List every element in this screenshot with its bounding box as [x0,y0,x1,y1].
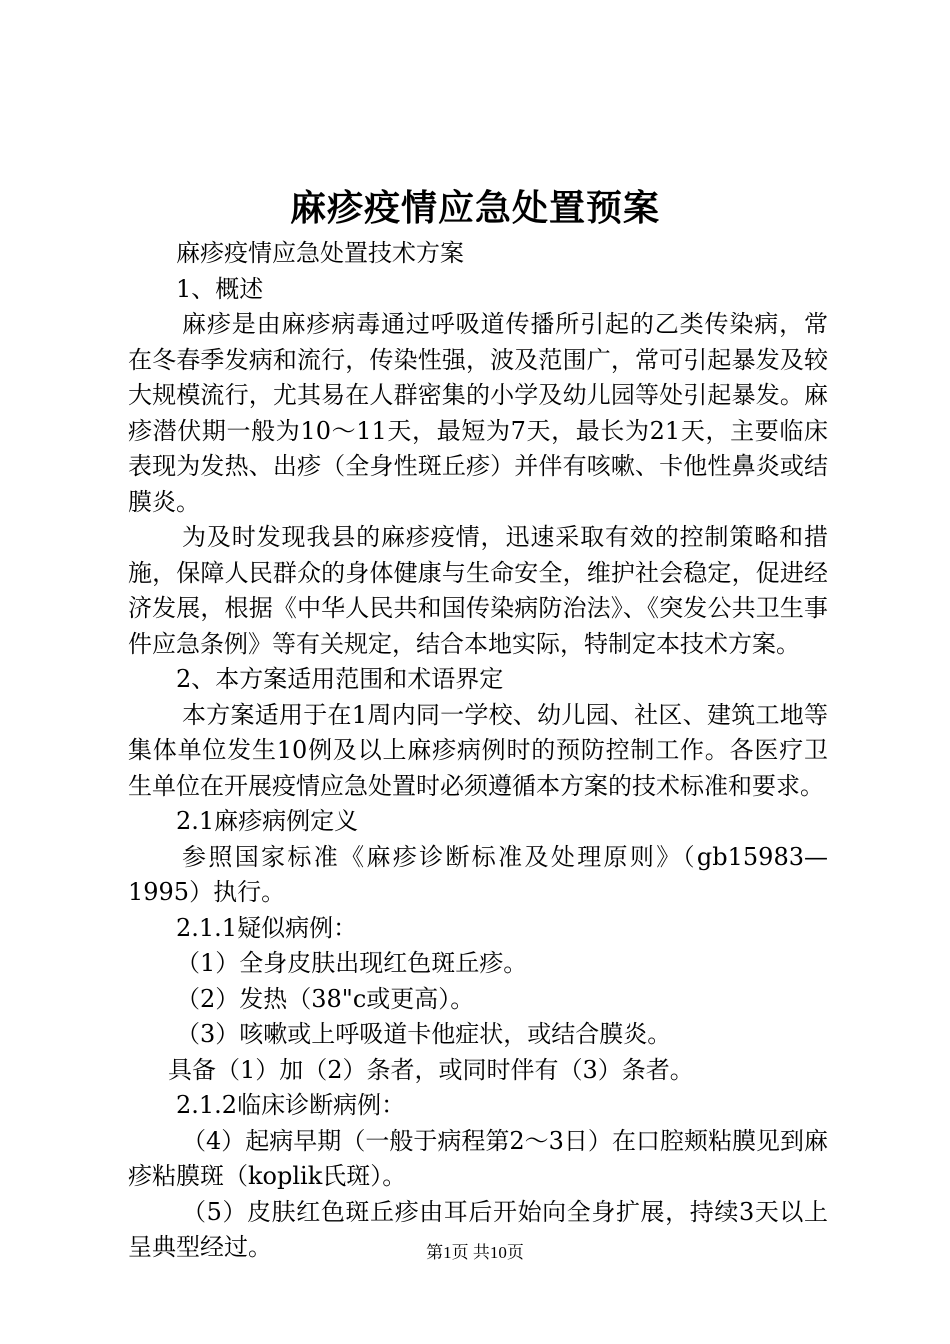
document-body [128,236,828,1266]
section-heading-clinical-case: 2.1.2临床诊断病例： [176,1091,406,1119]
page-number-footer: 第1页 共10页 [426,1243,524,1262]
paragraph-scope: 本方案适用于在1周内同一学校、幼儿园、社区、建筑工地等集体单位发生10例及以上麻疹病例时的预防控制工作。各医疗卫生单位在开展疫情应急处置时必须遵循本方案的技术标准和要求。 [128,700,828,800]
paragraph-overview: 麻疹是由麻疹病毒通过呼吸道传播所引起的乙类传染病，常在冬春季发病和流行，传染性强，波及范围广，常可引起暴发及较大规模流行，尤其易在人群密集的小学及幼儿园等处引起暴发。麻疹潜伏期一般为10～11天，最短为7天，最长为21天，主要临床表现为发热、出疹（全身性斑丘疹）并伴有咳嗽、卡他性鼻炎或结膜炎。 [128,310,828,516]
document-title: 麻疹疫情应急处置预案 [289,187,660,229]
section-heading-overview: 1、概述 [176,274,264,303]
paragraph-suspected-rule: 具备（1）加（2）条者，或同时伴有（3）条者。 [168,1055,694,1084]
paragraph-subtitle: 麻疹疫情应急处置技术方案 [176,239,464,267]
section-heading-case-definition: 2.1麻疹病例定义 [176,807,359,835]
list-item-criterion-4: （4）起病早期（一般于病程第2～3日）在口腔颊粘膜见到麻疹粘膜斑（koplik氏斑）。 [128,1126,828,1190]
section-heading-suspected-case: 2.1.1疑似病例： [176,913,358,942]
list-item-criterion-2: （2）发热（38"c或更高）。 [176,984,475,1013]
paragraph-standard-reference: 参照国家标准《麻疹诊断标准及处理原则》（gb15983—1995）执行。 [128,842,828,906]
section-heading-scope: 2、本方案适用范围和术语界定 [176,665,504,693]
list-item-criterion-1: （1）全身皮肤出现红色斑丘疹。 [176,949,528,977]
list-item-criterion-5: （5）皮肤红色斑丘疹由耳后开始向全身扩展，持续3天以上呈典型经过。 [128,1197,828,1261]
list-item-criterion-3: （3）咳嗽或上呼吸道卡他症状，或结合膜炎。 [176,1020,672,1048]
paragraph-purpose: 为及时发现我县的麻疹疫情，迅速采取有效的控制策略和措施，保障人民群众的身体健康与生命安全，维护社会稳定，促进经济发展，根据《中华人民共和国传染病防治法》、《突发公共卫生事件应急条例》等有关规定，结合本地实际，特制定本技术方案。 [128,523,828,658]
